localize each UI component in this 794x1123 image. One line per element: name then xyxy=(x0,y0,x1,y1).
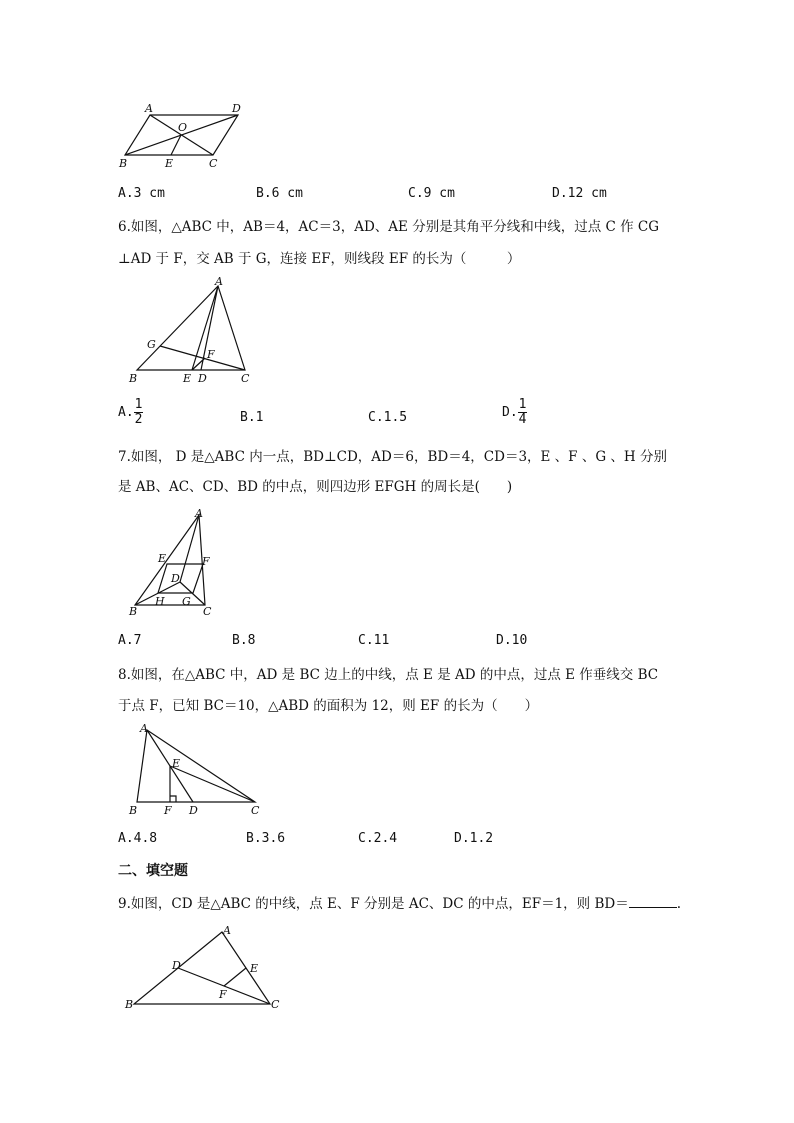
q6-label-b: B xyxy=(129,372,138,385)
q9-line-ef xyxy=(224,968,246,986)
q6-label-a: A xyxy=(215,275,223,288)
q6-option-d-prefix: D. xyxy=(502,405,518,420)
q8-option-b: B.3.6 xyxy=(246,831,286,846)
q7-label-e: E xyxy=(158,552,167,565)
q9-question-text: 9.如图，CD 是△ABC 的中线，点 E、F 分别是 AC、DC 的中点，EF＝1，则 BD＝ xyxy=(118,896,629,912)
q5-label-a: A xyxy=(145,102,153,115)
q6-label-f: F xyxy=(207,348,215,361)
q6-option-d-numerator: 1 xyxy=(518,397,527,412)
q9-answer-blank[interactable] xyxy=(629,895,677,908)
q6-line-cg xyxy=(160,346,245,370)
q7-option-a: A.7 xyxy=(118,633,142,648)
q8-label-b: B xyxy=(129,804,138,817)
q9-label-c: C xyxy=(271,998,280,1011)
q7-label-h: H xyxy=(155,595,165,608)
q5-label-e: E xyxy=(165,157,174,170)
q5-label-d: D xyxy=(232,102,241,115)
q9-label-f: F xyxy=(219,988,227,1001)
q8-figure xyxy=(125,720,270,820)
q6-label-d: D xyxy=(198,372,207,385)
q7-label-b: B xyxy=(129,605,138,618)
q8-right-angle-mark xyxy=(170,796,176,802)
q7-triangle-abc xyxy=(135,515,205,605)
q9-label-b: B xyxy=(125,998,134,1011)
q5-option-d: D.12 cm xyxy=(552,186,607,201)
q8-label-a: A xyxy=(140,722,148,735)
q7-label-d: D xyxy=(171,572,180,585)
q8-option-d: D.1.2 xyxy=(454,831,494,846)
q6-option-c: C.1.5 xyxy=(368,410,408,425)
q7-label-f: F xyxy=(202,555,210,568)
q7-question-line1: 7.如图， D 是△ABC 内一点，BD⊥CD，AD＝6，BD＝4，CD＝3，E 、F 、G 、H 分别 xyxy=(118,449,667,465)
q9-question-end: . xyxy=(676,896,682,912)
q6-label-g: G xyxy=(147,338,156,351)
q6-option-a xyxy=(118,398,143,427)
q8-label-d: D xyxy=(189,804,198,817)
q5-label-b: B xyxy=(119,157,128,170)
q6-figure xyxy=(125,275,265,386)
q6-question-line2: ⊥AD 于 F，交 AB 于 G，连接 EF，则线段 EF 的长为（ ） xyxy=(118,251,521,267)
q8-label-f: F xyxy=(164,804,172,817)
q8-line-ec xyxy=(170,766,255,802)
q8-option-c: C.2.4 xyxy=(358,831,398,846)
q8-label-e: E xyxy=(172,757,181,770)
q9-figure xyxy=(122,922,287,1012)
q5-label-o: O xyxy=(178,121,188,134)
q6-option-a-numerator: 1 xyxy=(134,397,143,412)
q5-option-a: A.3 cm xyxy=(118,186,165,201)
q7-option-c: C.11 xyxy=(358,633,390,648)
q6-triangle-abc xyxy=(137,286,245,370)
q6-option-d-fraction xyxy=(518,398,528,427)
q5-option-c: C.9 cm xyxy=(408,186,455,201)
q6-question-line1: 6.如图，△ABC 中，AB＝4，AC＝3，AD、AE 分别是其角平分线和中线，过点 C 作 CG xyxy=(118,219,660,235)
q7-line-ad xyxy=(180,515,199,582)
q8-triangle-abc xyxy=(137,730,255,802)
q7-question-line2: 是 AB、AC、CD、BD 的中点，则四边形 EFGH 的周长是( ) xyxy=(118,479,513,495)
q8-option-a: A.4.8 xyxy=(118,831,158,846)
q6-option-a-denominator: 2 xyxy=(134,412,143,427)
q6-option-b: B.1 xyxy=(240,410,264,425)
q6-label-e: E xyxy=(183,372,192,385)
q5-option-b: B.6 cm xyxy=(256,186,303,201)
q5-label-c: C xyxy=(209,157,218,170)
q8-question-line2: 于点 F，已知 BC＝10，△ABD 的面积为 12，则 EF 的长为（ ） xyxy=(118,698,539,714)
q6-label-c: C xyxy=(241,372,250,385)
q7-label-c: C xyxy=(203,605,212,618)
q5-figure xyxy=(115,100,250,170)
q6-option-a-prefix: A. xyxy=(118,405,134,420)
q9-label-a: A xyxy=(223,924,231,937)
q8-label-c: C xyxy=(251,804,260,817)
section-title-fill-in-blank: 二、填空题 xyxy=(118,863,188,879)
q7-option-b: B.8 xyxy=(232,633,256,648)
q8-question-line1: 8.如图，在△ABC 中，AD 是 BC 边上的中线，点 E 是 AD 的中点，过点 E 作垂线交 BC xyxy=(118,667,659,683)
q6-option-d-denominator: 4 xyxy=(518,412,527,427)
q9-question xyxy=(118,892,681,912)
q9-label-e: E xyxy=(250,962,259,975)
q9-label-d: D xyxy=(172,959,181,972)
q7-option-d: D.10 xyxy=(496,633,528,648)
q6-option-d xyxy=(502,398,527,427)
q7-label-a: A xyxy=(195,507,203,520)
q6-option-a-fraction xyxy=(134,398,144,427)
q7-figure xyxy=(125,507,225,619)
q7-label-g: G xyxy=(182,595,191,608)
